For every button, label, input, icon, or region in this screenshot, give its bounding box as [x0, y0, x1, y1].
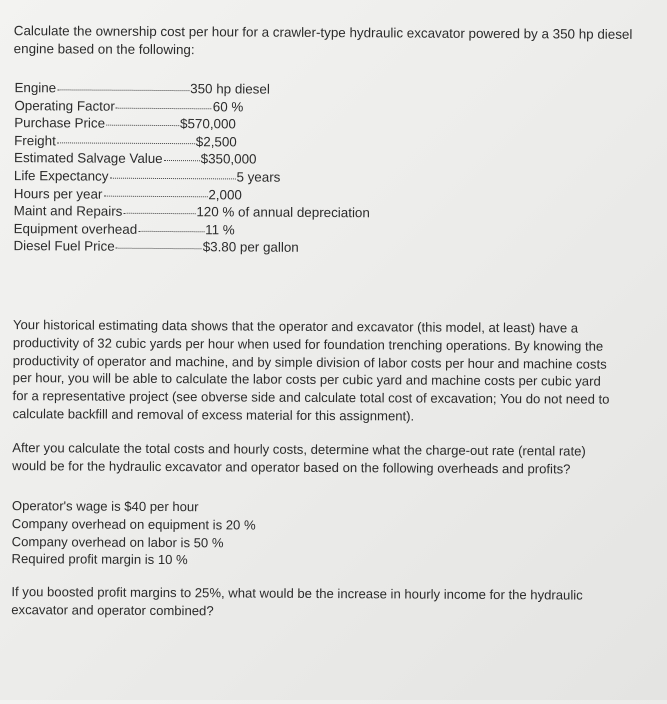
spec-value: 120 % of annual depreciation [196, 204, 370, 221]
spec-label: Equipment overhead [13, 220, 138, 237]
spec-value: $570,000 [180, 116, 236, 132]
spec-row-freight [14, 132, 370, 152]
spec-row-fuel-price [13, 237, 369, 257]
spec-label: Engine [14, 80, 57, 96]
productivity-paragraph: Your historical estimating data shows that the operator and excavator (this model, at least) have a productivity of 32 cubic yards per hour when used for foundation trenching operations. By knowing the productivity of operator and machine, and by simple division of labor costs per hour and machine costs per hour, you will be able to calculate the labor costs per cubic yard and machine costs per cubic yard for a representative project (see obverse side and calculate total cost of excavation; You do not need to calculate backfill and removal of excess material for this assignment). [12, 317, 610, 424]
spec-label: Estimated Salvage Value [13, 150, 163, 167]
leader-dots [116, 248, 202, 250]
leader-dots [116, 107, 212, 109]
spec-value: 350 hp diesel [190, 81, 270, 97]
spec-value: 11 % [205, 222, 235, 238]
spec-value: $350,000 [200, 151, 257, 167]
spec-row-life-expectancy [14, 167, 370, 187]
leader-dots [57, 89, 189, 91]
leader-dots [106, 125, 179, 126]
spec-label: Diesel Fuel Price [13, 238, 115, 255]
rate-item: Operator's wage is $40 per hour [11, 498, 199, 515]
spec-label: Operating Factor [14, 97, 115, 114]
spec-value: $2,500 [195, 133, 237, 150]
spec-label: Maint and Repairs [13, 203, 123, 219]
rate-item: Required profit margin is 10 % [11, 551, 188, 568]
intro-text: Calculate the ownership cost per hour for a crawler-type hydraulic excavator powered by a 350 hp diesel engine based on the following: [13, 23, 633, 58]
spec-label: Purchase Price [14, 115, 106, 131]
spec-value: $3.80 per gallon [202, 239, 299, 256]
spec-label: Freight [14, 132, 56, 149]
spec-row-hours-per-year [14, 185, 370, 205]
spec-row-purchase-price [14, 114, 370, 134]
rates-list [12, 497, 256, 570]
leader-dots [103, 195, 207, 197]
spec-list [13, 79, 370, 257]
spec-value: 5 years [236, 169, 281, 185]
leader-dots [164, 160, 200, 161]
leader-dots [123, 213, 195, 214]
rate-item: Company overhead on equipment is 20 % [11, 515, 256, 533]
spec-row-salvage-value [14, 149, 370, 169]
rate-item: Company overhead on labor is 50 % [11, 533, 224, 550]
leader-dots [109, 178, 235, 180]
leader-dots [57, 142, 195, 144]
spec-label: Life Expectancy [13, 168, 109, 184]
spec-row-maint-repairs [14, 202, 370, 222]
spec-row-operating-factor [14, 97, 370, 117]
spec-row-equipment-overhead [14, 220, 370, 240]
spec-label: Hours per year [13, 185, 103, 202]
spec-value: 2,000 [208, 186, 242, 203]
spec-row-engine [14, 79, 370, 99]
spec-value: 60 % [212, 98, 244, 115]
charge-out-paragraph: After you calculate the total costs and hourly costs, determine what the charge-out rate (rental rate) would be for the hydraulic excavator and operator based on the following overheads and profits? [12, 440, 586, 477]
leader-dots [138, 231, 204, 232]
profit-question-paragraph: If you boosted profit margins to 25%, what would be the increase in hourly income for the hydraulic excavator and operator combined? [11, 584, 583, 619]
